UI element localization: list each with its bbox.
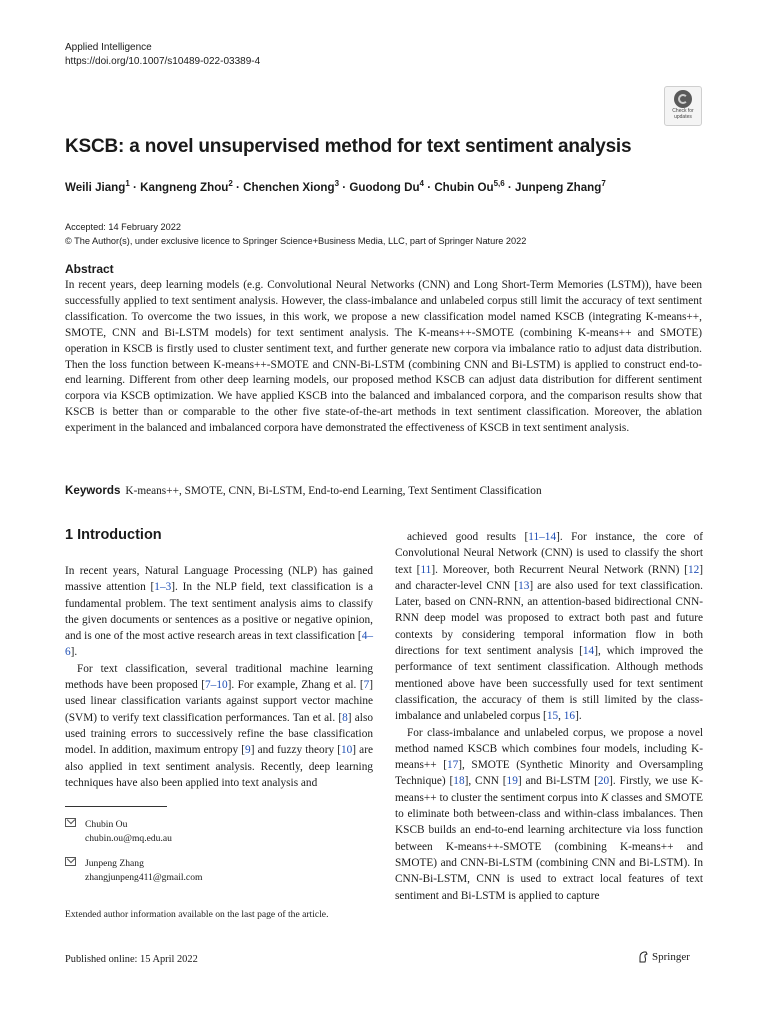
text-run: ], which improved the performance of text sentiment classification. Although methods mentioned above have been successfully used for text sentiment classification, the accuracy of them is still limited by the class-imbalance and unlabeled corpus [ bbox=[395, 645, 703, 723]
footnote-divider bbox=[65, 806, 167, 807]
contact-email[interactable]: zhangjunpeng411@gmail.com bbox=[85, 871, 203, 883]
author-name[interactable]: Chenchen Xiong bbox=[243, 180, 335, 194]
envelope-icon bbox=[65, 857, 76, 866]
text-run: ], CNN [ bbox=[464, 775, 507, 788]
citation-link[interactable]: 8 bbox=[342, 711, 348, 724]
author-affiliation-mark: 7 bbox=[601, 179, 606, 188]
author-affiliation-mark: 3 bbox=[334, 179, 340, 188]
text-run: ]. Firstly, we use K-means++ to cluster the sentiment corpus into bbox=[395, 775, 704, 804]
author-affiliation-mark: 1 bbox=[125, 179, 130, 188]
text-run: ]. bbox=[575, 710, 582, 723]
math-symbol: K bbox=[600, 791, 609, 804]
corresponding-author-2 bbox=[65, 857, 202, 884]
citation-link[interactable]: 14 bbox=[582, 645, 595, 658]
author-separator: · bbox=[129, 180, 141, 194]
extended-author-info: Extended author information available on the last page of the article. bbox=[65, 909, 329, 920]
article-dates bbox=[65, 220, 526, 248]
section-heading-introduction: 1 Introduction bbox=[65, 527, 162, 543]
copyright-line: © The Author(s), under exclusive licence to Springer Science+Business Media, LLC, part of Springer Nature 2022 bbox=[65, 236, 527, 246]
text-run: In recent years, Natural Language Processing (NLP) has gained massive attention [ bbox=[65, 565, 373, 594]
text-run: For class-imbalance and unlabeled corpus, we propose a novel method named KSCB which combines four models, including K-means++ [ bbox=[395, 726, 703, 772]
abstract-heading: Abstract bbox=[65, 262, 114, 276]
author-separator: · bbox=[504, 180, 515, 194]
text-run: ] are also used for text classification. Later, based on CNN-RNN, an attention-based bidirectional CNN-RNN deep model was proposed to extract both past and future contexts by considering temporal information flow in both directions for text sentiment analysis [ bbox=[395, 579, 703, 658]
text-run: ] and fuzzy theory [ bbox=[250, 744, 341, 757]
citation-link[interactable]: 10 bbox=[341, 744, 353, 757]
contact-name: Junpeng Zhang bbox=[85, 858, 144, 869]
abstract-text: In recent years, deep learning models (e.g. Convolutional Neural Networks (CNN) and Long Short-Term Memories (LSTM)), have been successfully applied to text sentiment analysis. However, the class-imbalance and unlabeled corpus still limit the accuracy of text sentiment classification. To overcome the two issues, in this work, we propose a new classification model named KSCB (integrating K-means++, SMOTE, CNN and Bi-LSTM models) for text sentiment analysis. The K-means++-SMOTE (combining K-means++ and SMOTE) operation in KSCB is firstly used to cluster sentiment text, and further generate new corpora via imbalance ratio to adjust data distribution. Then the loss function between K-means++-SMOTE and CNN-Bi-LSTM (combining CNN and Bi-LSTM) is applied to construct end-to-end learning. Different from other deep learning models, our proposed method KSCB can adjust data distribution for different sentiment corpora via KSCB optimization. We have applied KSCB into the balanced and imbalanced corpora, and the comparison results show that KSCB is better than or comparable to the other five state-of-the-art methods in text sentiment classification. Moreover, the ablation experiment in the balanced and imbalanced corpora have demonstrated the effectiveness of KSCB in text sentiment analysis. bbox=[65, 279, 702, 435]
text-run: For text classification, several traditional machine learning methods have been proposed [ bbox=[65, 662, 373, 692]
check-badge-line-2: updates bbox=[674, 113, 692, 120]
keywords bbox=[65, 484, 542, 497]
citation-link[interactable]: 12 bbox=[687, 563, 700, 576]
check-for-updates-icon bbox=[674, 90, 692, 108]
author-name[interactable]: Guodong Du bbox=[349, 180, 420, 194]
paragraph bbox=[65, 563, 373, 661]
text-run: classes and SMOTE to eliminate both between-class and within-class imbalances. Then KSCB builds an end-to-end learning architecture via loss function between K-means++-SMOTE (combining K-means++ and SMOTE) and CNN-Bi-LSTM (combining CNN and Bi-LSTM). In CNN-Bi-LSTM, CNN is used to extract local features of text sentiment and Bi-LSTM is applied to capture bbox=[395, 791, 703, 902]
text-run: ]. For example, Zhang et al. [ bbox=[227, 679, 364, 692]
keywords-text: K-means++, SMOTE, CNN, Bi-LSTM, End-to-end Learning, Text Sentiment Classification bbox=[125, 485, 542, 497]
publisher-logo bbox=[638, 951, 690, 963]
author-separator: · bbox=[424, 180, 435, 194]
text-run: ]. For instance, the core of Convolutional Neural Network (CNN) is used to classify the short text [ bbox=[395, 531, 704, 576]
citation-link[interactable]: 1–3 bbox=[154, 581, 172, 594]
keywords-label: Keywords bbox=[65, 484, 121, 497]
author-separator: · bbox=[232, 180, 244, 194]
text-run: ]. bbox=[70, 646, 78, 659]
author-affiliation-mark: 5,6 bbox=[493, 179, 505, 188]
citation-link[interactable]: 17 bbox=[446, 759, 459, 772]
citation-link[interactable]: 18 bbox=[453, 775, 465, 788]
paragraph bbox=[395, 725, 703, 904]
citation-link[interactable]: 13 bbox=[518, 579, 530, 592]
author-name[interactable]: Chubin Ou bbox=[434, 180, 494, 194]
text-run: ] used linear classification variants against support vector machine (SVM) to verify text classification performances. Tan et al. [ bbox=[65, 679, 373, 724]
citation-link[interactable]: 7–10 bbox=[205, 679, 228, 692]
citation-link[interactable]: 20 bbox=[597, 775, 610, 788]
text-run: ], SMOTE (Synthetic Minority and Oversampling Technique) [ bbox=[395, 759, 703, 788]
accepted-date: Accepted: 14 February 2022 bbox=[65, 222, 181, 232]
citation-link[interactable]: 15 bbox=[546, 710, 559, 723]
publisher-name: Springer bbox=[652, 951, 690, 963]
journal-name: Applied Intelligence bbox=[65, 42, 152, 53]
text-run: ] are also applied in text sentiment analysis. Recently, deep learning techniques have also been applied into text analysis and bbox=[65, 744, 373, 789]
doi-link[interactable]: https://doi.org/10.1007/s10489-022-03389-4 bbox=[65, 56, 261, 67]
springer-horse-icon bbox=[638, 951, 648, 963]
text-run: ]. In the NLP field, text classification is a fundamental problem. The text sentiment analysis aims to classify the given documents or sentences as a positive or negative opinion, and is one of the most active research areas in text classification [ bbox=[65, 581, 373, 643]
citation-link[interactable]: 16 bbox=[563, 710, 576, 723]
intro-left-column bbox=[65, 563, 373, 791]
corresponding-author-1 bbox=[65, 818, 172, 845]
author-separator: · bbox=[339, 180, 350, 194]
text-run: ]. Moreover, both Recurrent Neural Network (RNN) [ bbox=[431, 563, 688, 576]
text-run: achieved good results [ bbox=[407, 531, 529, 543]
author-name[interactable]: Junpeng Zhang bbox=[515, 180, 602, 194]
journal-header bbox=[65, 41, 260, 69]
contact-name: Chubin Ou bbox=[85, 819, 128, 830]
citation-link[interactable]: 11 bbox=[420, 563, 432, 576]
author-name[interactable]: Weili Jiang bbox=[65, 180, 126, 194]
text-run: ] and Bi-LSTM [ bbox=[517, 775, 598, 788]
published-date: Published online: 15 April 2022 bbox=[65, 954, 198, 965]
author-affiliation-mark: 2 bbox=[228, 179, 233, 188]
citation-link[interactable]: 4–6 bbox=[65, 630, 373, 659]
intro-right-column bbox=[395, 529, 703, 904]
text-run: , bbox=[558, 710, 564, 723]
citation-link[interactable]: 19 bbox=[506, 775, 518, 788]
text-run: ] and character-level CNN [ bbox=[395, 563, 703, 592]
author-list bbox=[65, 179, 606, 194]
paragraph bbox=[65, 661, 373, 791]
article-title: KSCB: a novel unsupervised method for text sentiment analysis bbox=[65, 136, 632, 157]
author-affiliation-mark: 4 bbox=[419, 179, 424, 188]
text-run: ] also used training errors to successively refine the base classification model. In addition, maximum entropy [ bbox=[65, 711, 373, 757]
citation-link[interactable]: 7 bbox=[363, 679, 370, 692]
citation-link[interactable]: 9 bbox=[245, 744, 251, 757]
envelope-icon bbox=[65, 818, 76, 827]
paragraph bbox=[395, 529, 703, 725]
check-badge-line-1: Check for bbox=[672, 108, 694, 114]
contact-email[interactable]: chubin.ou@mq.edu.au bbox=[85, 832, 172, 844]
check-for-updates-badge[interactable] bbox=[664, 86, 702, 126]
author-name[interactable]: Kangneng Zhou bbox=[140, 180, 229, 194]
citation-link[interactable]: 11–14 bbox=[528, 531, 557, 543]
